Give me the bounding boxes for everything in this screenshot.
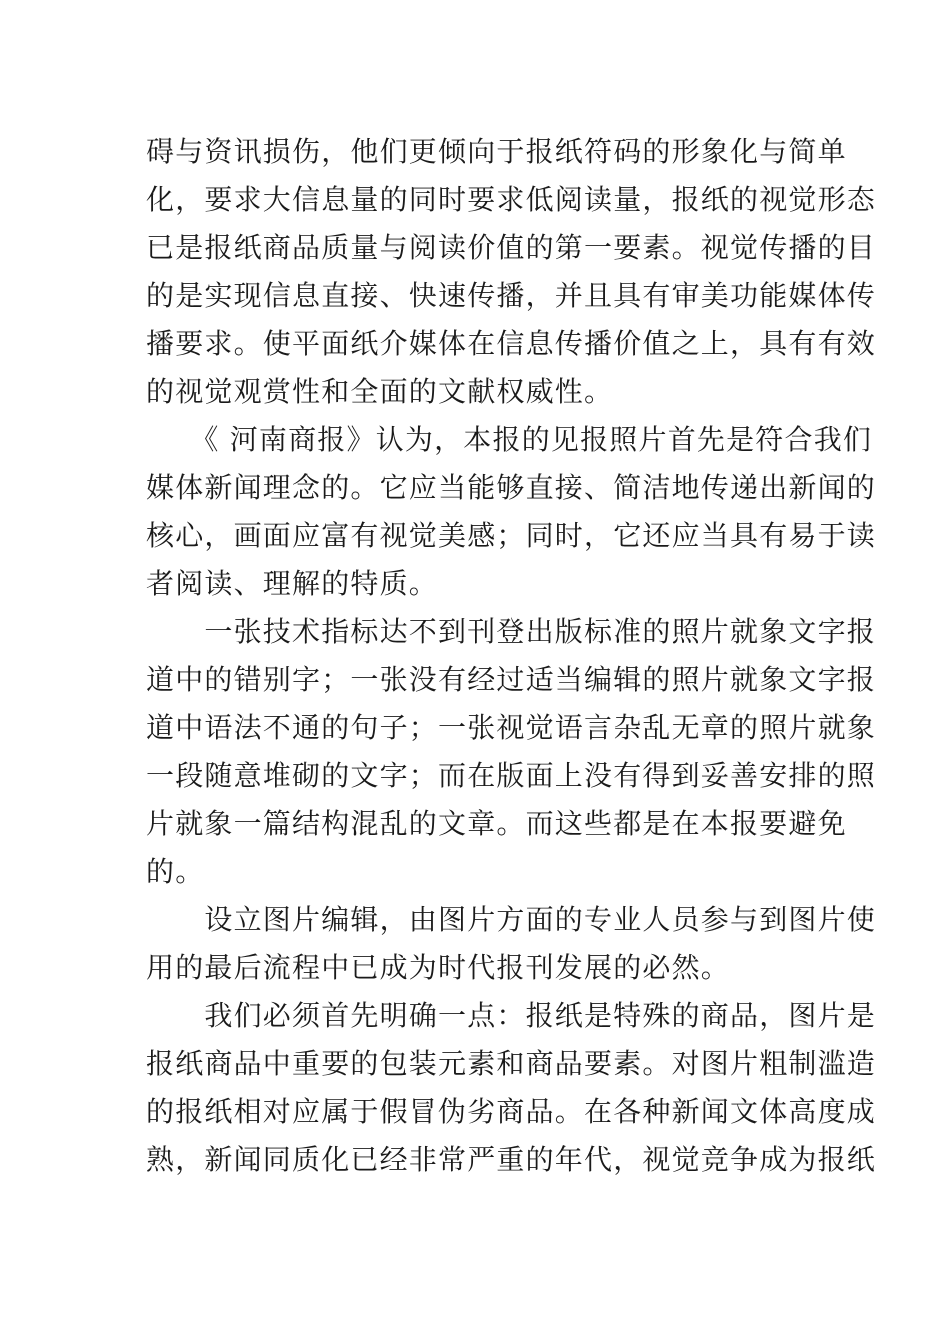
text-line: 片就象一篇结构混乱的文章。而这些都是在本报要避免 (146, 807, 847, 840)
text-line: 播要求。使平面纸介媒体在信息传播价值之上，具有有效 (146, 327, 877, 360)
text-line: 我们必须首先明确一点：报纸是特殊的商品，图片是 (146, 999, 877, 1032)
text-line: 道中的错别字；一张没有经过适当编辑的照片就象文字报 (146, 663, 877, 696)
text-line: 的是实现信息直接、快速传播，并且具有审美功能媒体传 (146, 279, 877, 312)
text-line: 报纸商品中重要的包装元素和商品要素。对图片粗制滥造 (146, 1047, 877, 1080)
body-text (146, 128, 877, 1184)
text-line: 用的最后流程中已成为时代报刊发展的必然。 (146, 951, 731, 984)
text-line: 已是报纸商品质量与阅读价值的第一要素。视觉传播的目 (146, 231, 877, 264)
text-line: 道中语法不通的句子；一张视觉语言杂乱无章的照片就象 (146, 711, 877, 744)
text-line: 媒体新闻理念的。它应当能够直接、简洁地传递出新闻的 (146, 471, 877, 504)
text-line: 核心，画面应富有视觉美感；同时，它还应当具有易于读 (146, 519, 877, 552)
text-line: 者阅读、理解的特质。 (146, 567, 439, 600)
text-line: 熟，新闻同质化已经非常严重的年代，视觉竞争成为报纸 (146, 1143, 877, 1176)
paragraph-4 (146, 896, 877, 992)
text-line: 一张技术指标达不到刊登出版标准的照片就象文字报 (146, 615, 877, 648)
paragraph-3 (146, 608, 877, 896)
text-line: 《 河南商报》认为，本报的见报照片首先是符合我们 (146, 423, 873, 456)
text-line: 设立图片编辑，由图片方面的专业人员参与到图片使 (146, 903, 877, 936)
text-line: 一段随意堆砌的文字；而在版面上没有得到妥善安排的照 (146, 759, 877, 792)
text-line: 碍与资讯损伤，他们更倾向于报纸符码的形象化与简单 (146, 135, 847, 168)
text-line: 的。 (146, 855, 205, 888)
text-line: 的视觉观赏性和全面的文献权威性。 (146, 375, 614, 408)
paragraph-2 (146, 416, 877, 608)
text-line: 化，要求大信息量的同时要求低阅读量，报纸的视觉形态 (146, 183, 877, 216)
paragraph-1 (146, 128, 877, 416)
paragraph-5 (146, 992, 877, 1184)
text-line: 的报纸相对应属于假冒伪劣商品。在各种新闻文体高度成 (146, 1095, 877, 1128)
